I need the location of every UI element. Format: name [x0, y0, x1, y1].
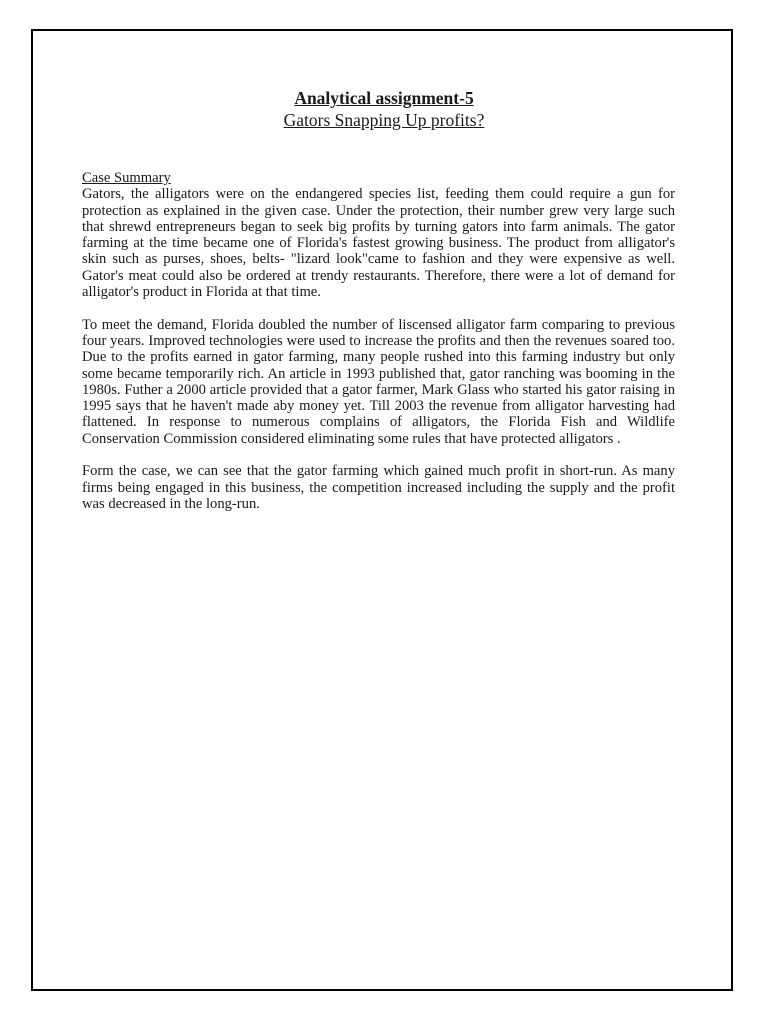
- paragraph: Form the case, we can see that the gator farming which gained much profit in short-run. As many firms being engaged in this business, the competition increased including the supply and the profit was decreased in the long-run.: [82, 463, 675, 512]
- document-subtitle: Gators Snapping Up profits?: [283, 110, 485, 130]
- document-title: Analytical assignment-5: [294, 88, 474, 108]
- paragraph: Gators, the alligators were on the endangered species list, feeding them could require a gun for protection as explained in the given case. Under the protection, their number grew very large such that shrewd entrepreneurs began to seek big profits by turning gators into farm animals. The gator farming at the time became one of Florida's fastest growing business. The product from alligator's skin such as purses, shoes, belts- "lizard look"came to fashion and they were expensive as well. Gator's meat could also be ordered at trendy restaurants. Therefore, there were a lot of demand for alligator's product in Florida at that time.: [82, 186, 675, 301]
- section-heading: Case Summary: [82, 170, 171, 186]
- document-body: [82, 170, 675, 529]
- paragraph: To meet the demand, Florida doubled the number of liscensed alligator farm comparing to previous four years. Improved technologies were used to increase the profits and then the revenues soared too. Due to the profits earned in gator farming, many people rushed into this farming industry but only some became temporarily rich. An article in 1993 published that, gator ranching was booming in the 1980s. Futher a 2000 article provided that a gator farmer, Mark Glass who started his gator raising in 1995 says that he haven't made aby money yet. Till 2003 the revenue from alligator harvesting had flattened. In response to numerous complains of alligators, the Florida Fish and Wildlife Conservation Commission considered eliminating some rules that have protected alligators .: [82, 316, 675, 447]
